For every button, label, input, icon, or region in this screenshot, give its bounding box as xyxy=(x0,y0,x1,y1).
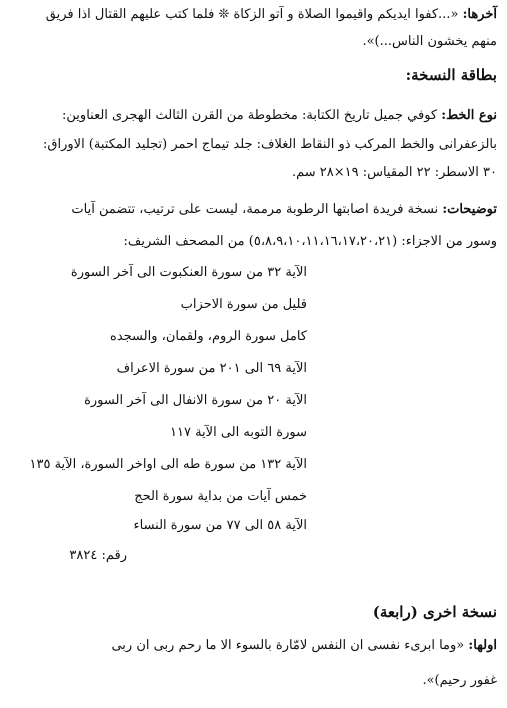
copy4-opening-text-1: «وما ابرىء نفسى ان النفس لامّارة بالسوء الا ما رحم ربى ان ربى xyxy=(111,638,465,653)
card-line-2-text: بالزعفرانى والخط المركب ذو النقاط الغلاف: جلد تيماج احمر (تجليد المكتبة) الاوراق: xyxy=(43,137,497,152)
card-line-2 xyxy=(10,136,497,154)
card-line-1 xyxy=(10,107,497,125)
copy4-opening-line-1 xyxy=(10,637,497,655)
notes-line-1 xyxy=(10,201,497,219)
notes-text-1: نسخة فريدة اصابتها الرطوبة مرممة، ليست على ترتيب، تتضمن آيات xyxy=(71,202,439,217)
reference-number: رقم: ٣٨٢٤ xyxy=(69,548,127,563)
notes-item-7: الآية ١٣٢ من سورة طه الى اواخر السورة، الآية ١٣٥ xyxy=(29,457,307,472)
notes-item-4: الآية ٦٩ الى ٢٠١ من سورة الاعراف xyxy=(116,361,307,376)
copy4-opening-text-2: غفور رحيم)». xyxy=(422,673,497,688)
notes-label: توضيحات: xyxy=(442,202,497,217)
copy4-heading: نسخة اخرى (رابعة) xyxy=(372,603,497,621)
notes-line-2 xyxy=(10,233,497,251)
card-line-3 xyxy=(10,164,497,182)
card-line-3-text: ٣٠ الاسطر: ٢٢ المقياس: ١٩×٢٨ سم. xyxy=(291,165,497,180)
notes-item-6: سورة التوبه الى الآية ١١٧ xyxy=(169,425,307,440)
intro-line-2 xyxy=(10,33,497,51)
card-line-1-label: نوع الخط: xyxy=(441,108,497,123)
notes-text-2: وسور من الاجزاء: (٥،٨،٩،١٠،١١،١٦،١٧،٢٠،٢١) من المصحف الشريف: xyxy=(123,234,497,249)
card-heading: بطاقة النسخة: xyxy=(405,66,497,84)
notes-item-9: الآية ٥٨ الى ٧٧ من سورة النساء xyxy=(133,518,307,533)
notes-item-1: الآية ٣٢ من سورة العنكبوت الى آخر السورة xyxy=(70,265,307,280)
copy4-opening-label: اولها: xyxy=(468,638,497,653)
intro-line-1 xyxy=(10,6,497,24)
notes-item-2: قليل من سورة الاحزاب xyxy=(180,297,307,312)
notes-item-8: خمس آيات من بداية سورة الحج xyxy=(134,489,307,504)
intro-text-2: منهم يخشون الناس...)». xyxy=(362,34,497,49)
notes-item-3: كامل سورة الروم، ولقمان، والسجده xyxy=(110,329,307,344)
notes-item-5: الآية ٢٠ من سورة الانفال الى آخر السورة xyxy=(84,393,307,408)
copy4-opening-line-2 xyxy=(10,672,497,690)
intro-text-1: «...كفوا ايديكم واقيموا الصلاة و آتو الزكاة ❊ فلما كتب عليهم القتال اذا فريق xyxy=(45,7,459,22)
intro-label: آخرها: xyxy=(462,7,497,22)
card-line-1-text: كوفي جميل تاريخ الكتابة: مخطوطة من القرن الثالث الهجرى العناوين: xyxy=(62,108,438,123)
